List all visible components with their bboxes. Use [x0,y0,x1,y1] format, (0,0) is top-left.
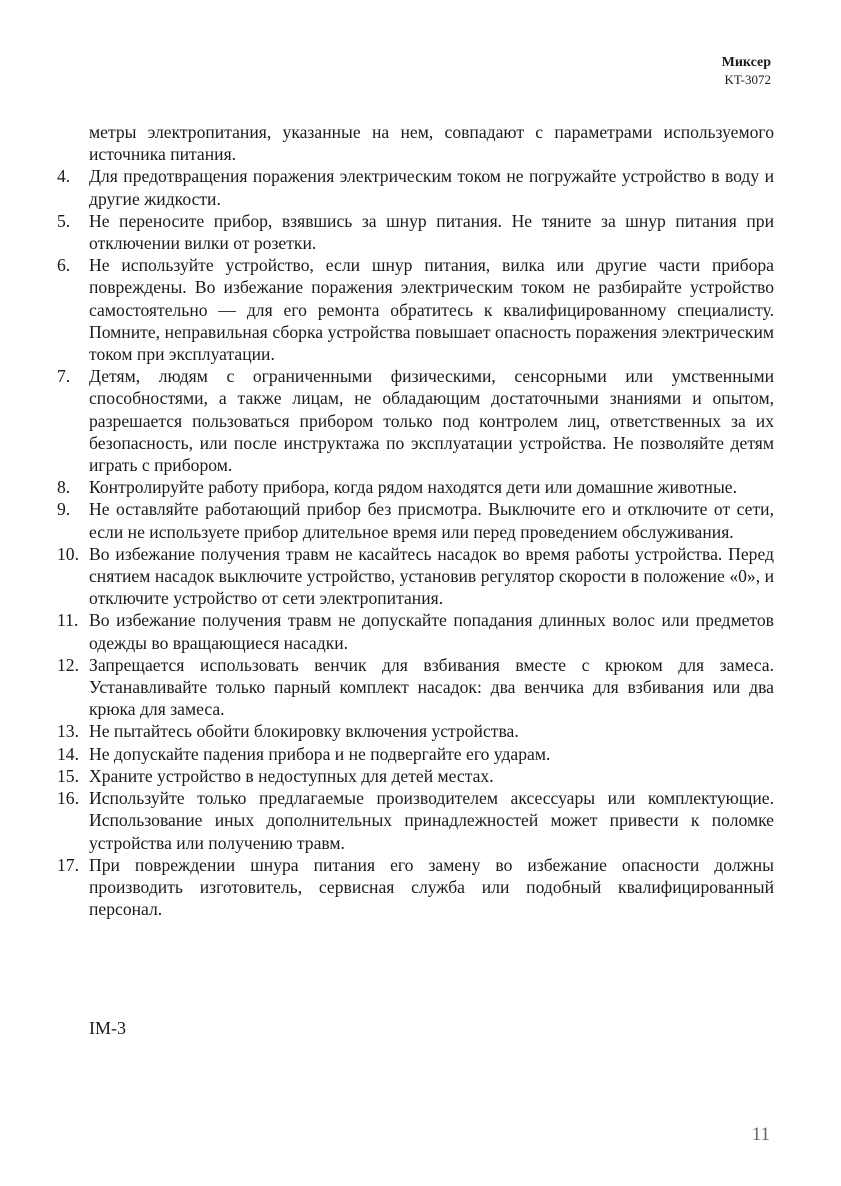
document-code: IM-3 [89,1018,126,1038]
item-text: Не оставляйте работающий прибор без присмотра. Выключите его и отключите от сети, если не используете прибор длительное время или перед проведением обслуживания. [89,499,774,542]
item-number: 15. [57,765,79,786]
item-text: Для предотвращения поражения электрическим током не погружайте устройство в воду и другие жидкости. [89,166,774,209]
item-text: Не пытайтесь обойти блокировку включения устройства. [89,721,519,742]
page-number: 11 [751,1124,770,1145]
item-number: 11. [57,610,79,631]
list-item [57,543,774,610]
page-header [722,54,771,88]
item-number: 16. [57,788,79,809]
item-number: 17. [57,854,79,875]
item-number: 12. [57,654,79,675]
item-number: 13. [57,721,79,742]
list-item [57,654,774,721]
item-text: Используйте только предлагаемые производителем аксессуары или комплектующие. Использование иных дополнительных принадлежностей может привести к поломке устройства или получению травм. [89,788,774,853]
list-item [57,743,774,765]
item-number: 5. [57,210,71,231]
list-item [57,476,774,498]
item-text: При повреждении шнура питания его замену во избежание опасности должны производить изготовитель, сервисная служба или подобный квалифицированный персонал. [89,854,774,920]
list-item [57,765,774,787]
item-text: Во избежание получения травм не допускайте попадания длинных волос или предметов одежды во вращающиеся насадки. [89,610,774,653]
item-text: Запрещается использовать венчик для взбивания вместе с крюком для замеса. Устанавливайте только парный комплект насадок: два венчика для взбивания или два крюка для замеса. [89,654,774,720]
item-text: Не используйте устройство, если шнур питания, вилка или другие части прибора повреждены. Во избежание поражения электрическим током не разбирайте устройство самостоятельно — для его ремонта обратитесь к квалифицированному специалисту. Помните, неправильная сборка устройства повышает опасность поражения электрическим током при эксплуатации. [89,255,774,365]
product-model: KT-3072 [724,72,771,87]
list-item [57,854,774,921]
item-text: Храните устройство в недоступных для детей местах. [89,765,494,786]
item-text: Не допускайте падения прибора и не подвергайте его ударам. [89,743,551,764]
item-text: Контролируйте работу прибора, когда рядом находятся дети или домашние животные. [89,477,737,498]
item-number: 10. [57,543,79,564]
list-item [57,254,774,365]
safety-list [57,165,774,920]
item-number: 9. [57,499,71,520]
item-text: Не переносите прибор, взявшись за шнур питания. Не тяните за шнур питания при отключении вилки от розетки. [89,210,774,254]
item-number: 8. [57,477,71,498]
instructions-body [57,121,774,920]
list-item [57,365,774,476]
item-text: Детям, людям с ограниченными физическими, сенсорными или умственными способностями, а также лицам, не обладающим достаточными знаниями и опытом, разрешается пользоваться прибором только под контролем лиц, ответственных за их безопасность, или после инструктажа по эксплуатации устройства. Не позволяйте детям играть с прибором. [89,366,774,476]
list-item [57,210,774,254]
continuation-text: метры электропитания, указанные на нем, совпадают с параметрами используемого источника питания. [89,122,774,165]
item-number: 7. [57,366,71,387]
list-item [57,165,774,209]
item-number: 14. [57,743,79,764]
item-number: 6. [57,255,71,276]
list-item [57,720,774,742]
product-name: Миксер [721,55,771,70]
list-item [57,498,774,542]
item-number: 4. [57,166,71,187]
list-item [57,787,774,854]
item-text: Во избежание получения травм не касайтесь насадок во время работы устройства. Перед снятием насадок выключите устройство, установив регулятор скорости в положение «0», и отключите устройство от сети электропитания. [89,543,774,609]
list-item [57,609,774,653]
